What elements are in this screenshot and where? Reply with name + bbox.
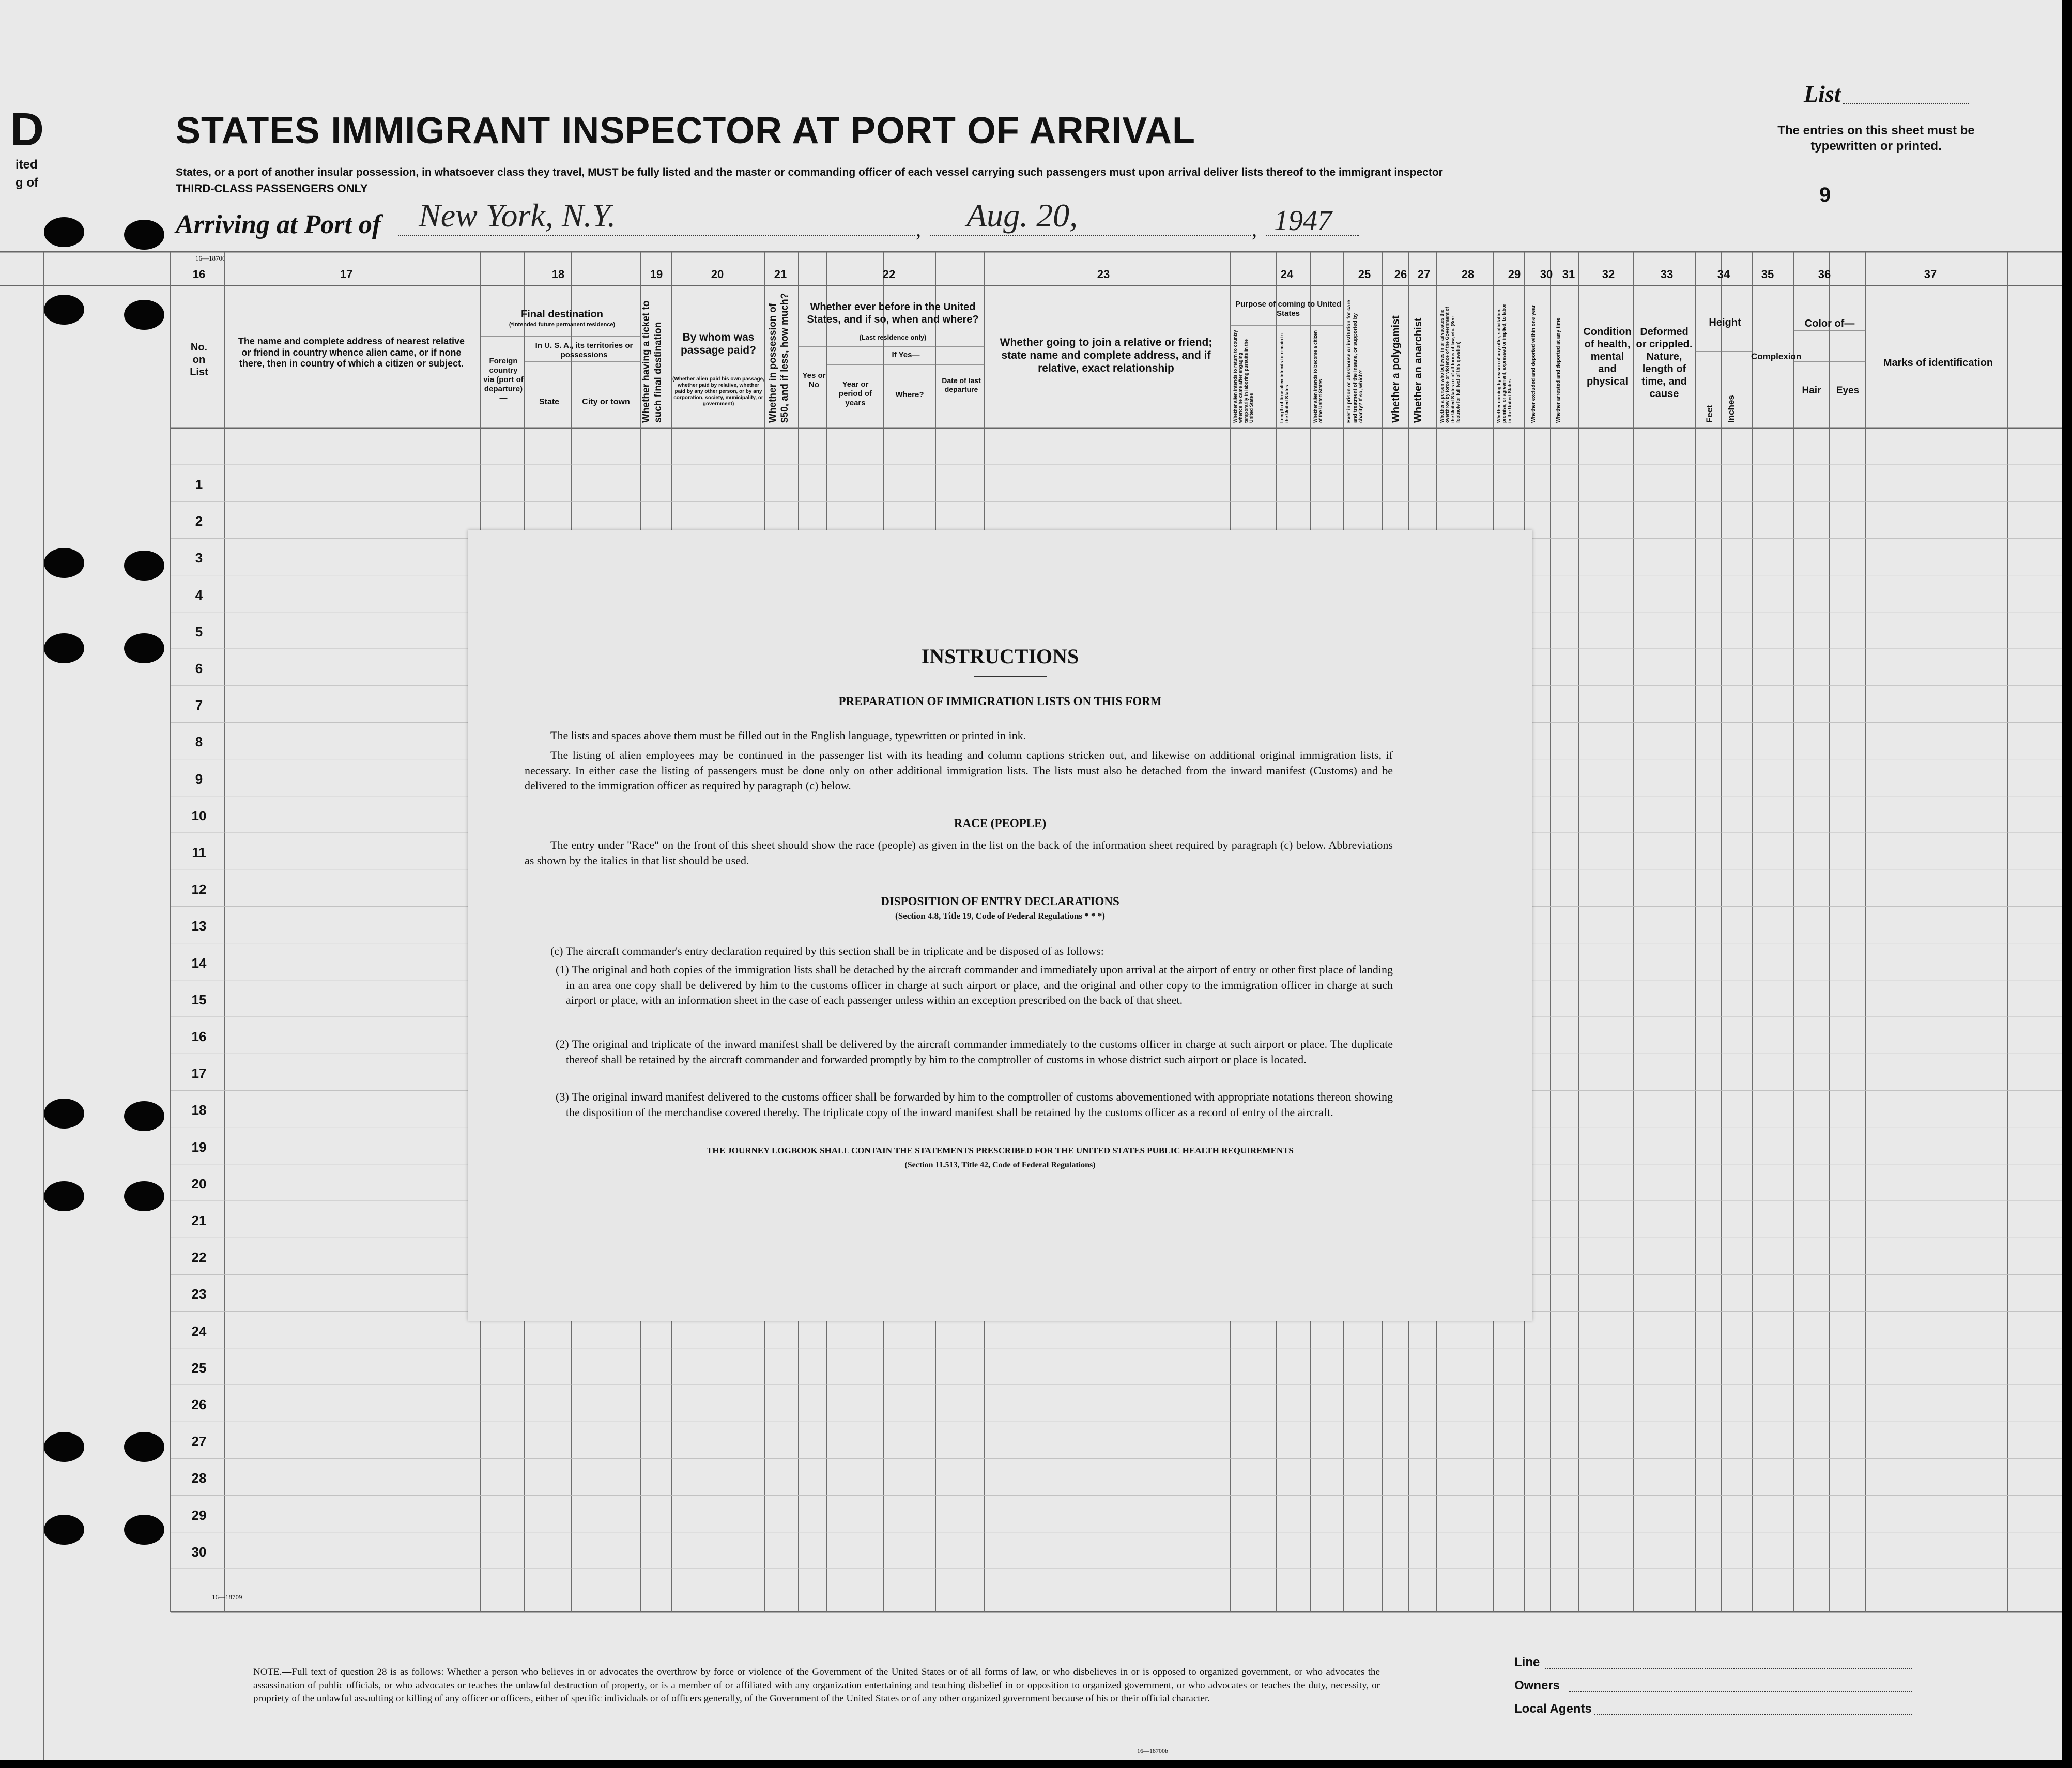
column-number: 21 (774, 268, 787, 281)
col22-year: Year or period of years (838, 380, 872, 407)
col36-eyes: Eyes (1836, 385, 1860, 396)
title-underline (974, 676, 1047, 677)
column-number: 19 (650, 268, 663, 281)
row-number: 20 (191, 1176, 207, 1192)
row-number: 15 (191, 992, 207, 1008)
column-number: 36 (1818, 268, 1831, 281)
instructions-para3: The entry under "Race" on the front of this sheet should show the race (people) as given in the list on the back of the information sheet required by paragraph (c) below. Abbreviations as shown by the italics in that list should be used. (525, 839, 1393, 867)
row-number: 24 (191, 1323, 207, 1339)
col22-date: Date of last departure (942, 376, 981, 393)
col24-return: Whether alien intends to return to country whence he came after engaging temporarily in laboring pursuits in the United States (1233, 330, 1254, 423)
row-number: 8 (195, 734, 203, 750)
closing-statement: THE JOURNEY LOGBOOK SHALL CONTAIN THE STATEMENTS PRESCRIBED FOR THE UNITED STATES PUBLIC HEALTH REQUIREMENTS (707, 1146, 1294, 1155)
instructions-para4: (c) The aircraft commander's entry declaration required by this section shall be in triplicate and be disposed of as follows: (550, 944, 1104, 957)
column-number: 32 (1602, 268, 1615, 281)
row-number: 26 (191, 1397, 207, 1412)
agents-label: Local Agents (1514, 1702, 1592, 1716)
col23-header: Whether going to join a relative or friend; state name and complete address, and if relative, exact relationship (1000, 337, 1212, 375)
agents-field[interactable] (1594, 1714, 1912, 1715)
column-number: 27 (1417, 268, 1431, 281)
row-number: 21 (191, 1213, 207, 1228)
column-number: 16 (192, 268, 206, 281)
col18-usa: In U. S. A., its territories or possessions (535, 341, 633, 359)
row-number: 28 (191, 1470, 207, 1486)
row-number: 3 (195, 550, 203, 566)
row-number: 22 (191, 1249, 207, 1266)
row-number: 5 (195, 623, 203, 639)
row-number: 10 (191, 807, 207, 824)
row-number: 23 (191, 1286, 207, 1302)
col20-title: By whom was passage paid? (681, 331, 756, 357)
col29-header: Whether coming by reason of any offer, solicitation, promise, or agreement, expressed or implied, to labor in the United States (1496, 303, 1512, 423)
instructions-para1: The lists and spaces above them must be filled out in the English language, typewritten or printed in ink. (550, 729, 1026, 742)
column-number: 28 (1461, 268, 1475, 281)
column-number: 17 (340, 268, 353, 281)
col17-header: The name and complete address of nearest relative or friend in country whence alien came, or if none there, then in country of which a citizen or subject. (238, 336, 465, 369)
col30-header: Whether excluded and deported within one year (1531, 305, 1537, 423)
column-number: 25 (1358, 268, 1371, 281)
col36-hair: Hair (1802, 385, 1821, 396)
row-number: 6 (195, 661, 203, 676)
col24-length: Length of time alien intends to remain in the United States (1279, 333, 1290, 423)
col18-subtitle: (*Intended future permanent residence) (509, 322, 616, 328)
col20-subtitle: (Whether alien paid his own passage, whether paid by relative, whether paid by any other person, or by any corporation, society, municipality, or government) (672, 376, 764, 407)
col31-header: Whether arrested and deported at any time (1556, 317, 1561, 423)
row-number: 9 (195, 771, 203, 787)
passenger-class: THIRD-CLASS PASSENGERS ONLY (176, 182, 368, 195)
row-number: 19 (191, 1139, 207, 1155)
instructions-item1: (1) The original and both copies of the immigration lists shall be detached by the aircraft commander and immediately upon arrival at the airport of entry or other first place of landing in an area one copy shall be delivered by him to the customs officer in charge at such airport or place, and the original and other copy to the immigration officer in charge at such airport or place, with an information sheet in the case of each passenger unless within an exception prescribed on the back of that sheet. (556, 963, 1393, 1007)
col27-header: Whether an anarchist (1413, 317, 1424, 423)
row-number: 25 (191, 1360, 207, 1376)
closing-statement-sub: (Section 11.513, Title 42, Code of Federal Regulations) (904, 1161, 1096, 1169)
section-preparation: PREPARATION OF IMMIGRATION LISTS ON THIS FORM (838, 695, 1162, 708)
column-number: 24 (1280, 268, 1294, 281)
line-label: Line (1514, 1655, 1540, 1669)
col18-state: State (539, 398, 560, 406)
instructions-para2: The listing of alien employees may be continued in the passenger list with its heading and column captions stricken out, and likewise on additional original immigration lists, if necessary. In either case the listing of passengers must be done only on other additional immigration lists. The lists must also be detached from the inward manifest (Customs) and be delivered to the immigration officer as required by paragraph (c) below. (525, 749, 1393, 792)
instructions-title: INSTRUCTIONS (921, 645, 1079, 668)
section-race: RACE (PEOPLE) (954, 817, 1047, 830)
owners-field[interactable] (1569, 1691, 1912, 1692)
row-number: 4 (195, 587, 203, 603)
column-number: 37 (1924, 268, 1937, 281)
footnote-code: 16—18700b (1137, 1747, 1168, 1755)
list-label: List (1804, 81, 1841, 107)
col18-title: Final destination (521, 309, 603, 320)
col32-header: Condition of health, mental and physical (1583, 326, 1632, 387)
col22-subtitle: (Last residence only) (859, 333, 927, 341)
sheet-number: 9 (1819, 184, 1831, 206)
col22-where: Where? (895, 390, 924, 399)
col22-ifyes: If Yes— (892, 350, 920, 359)
column-number: 30 (1540, 268, 1553, 281)
comma: , (916, 218, 921, 241)
col21-header: Whether in possession of $50, and if less, how much? (768, 293, 790, 423)
row-number: 30 (191, 1544, 207, 1560)
col25-header: Ever in prison or almshouse or institution for care and treatment of the insane, or supported by charity? If so, which? (1346, 300, 1364, 423)
row-number: 27 (191, 1434, 207, 1450)
column-number: 31 (1562, 268, 1575, 281)
column-number: 18 (551, 268, 565, 281)
left-fragment-text: ited (16, 158, 38, 172)
col18-city: City or town (582, 398, 630, 406)
col37-header: Marks of identification (1883, 357, 1993, 369)
year-value[interactable]: 1947 (1274, 205, 1332, 237)
col36-title: Color of— (1804, 318, 1855, 329)
instructions-item3: (3) The original inward manifest delivered to the customs officer shall be forwarded by him to the comptroller of customs abovementioned with appropriate notations thereon showing the disposition of the merchandise covered thereby. The triplicate copy of the inward manifest shall be retained by the customs officer as a record of entry of the aircraft. (556, 1090, 1393, 1119)
entries-note: The entries on this sheet must be typewritten or printed. (1777, 124, 1975, 153)
left-fragment-letter: D (10, 104, 44, 156)
col34-title: Height (1709, 317, 1741, 328)
row-number: 14 (191, 955, 207, 971)
column-number: 29 (1508, 268, 1521, 281)
col19-header: Whether having a ticket to such final destination (641, 300, 664, 423)
form-title: STATES IMMIGRANT INSPECTOR AT PORT OF ARRIVAL (176, 110, 1195, 151)
col22-title: Whether ever before in the United States, and if so, when and where? (807, 301, 979, 325)
instructions-item2: (2) The original and triplicate of the inward manifest shall be delivered by the aircraft commander immediately to the customs officer in charge at such airport or place. The duplicate thereof shall be retained by the aircraft commander and forwarded promptly by him to the comptroller of customs in whose district such airport or place is located. (556, 1038, 1393, 1066)
col26-header: Whether a polygamist (1390, 315, 1402, 423)
column-number: 35 (1761, 268, 1774, 281)
date-value[interactable]: Aug. 20, (966, 197, 1078, 234)
instructions-card (468, 530, 1532, 1321)
comma: , (1252, 218, 1257, 241)
section-disposition: DISPOSITION OF ENTRY DECLARATIONS (881, 895, 1119, 908)
col24-title: Purpose of coming to United States (1235, 300, 1341, 318)
column-number: 33 (1660, 268, 1674, 281)
section-disposition-sub: (Section 4.8, Title 19, Code of Federal Regulations * * *) (895, 911, 1105, 921)
row-number: 29 (191, 1507, 207, 1523)
left-fragment-text: g of (16, 176, 38, 190)
column-number: 22 (882, 268, 896, 281)
column-number: 20 (711, 268, 724, 281)
column-number: 23 (1097, 268, 1110, 281)
form-code: 16—18700 (195, 254, 226, 262)
row-number: 12 (191, 881, 207, 897)
row-number: 16 (191, 1029, 207, 1044)
line-field[interactable] (1545, 1668, 1912, 1669)
arriving-label: Arriving at Port of (176, 210, 381, 239)
row-number: 13 (191, 918, 207, 934)
row-number: 17 (191, 1065, 207, 1081)
col33-header: Deformed or crippled. Nature, length of time, and cause (1636, 326, 1693, 400)
col22-yesno: Yes or No (802, 371, 826, 389)
owners-label: Owners (1514, 1679, 1560, 1693)
row-number: 2 (195, 513, 203, 529)
footnote: NOTE.—Full text of question 28 is as follows: Whether a person who believes in or advocates the overthrow by force or violence of the Government of the United States or of all forms of law, or who disbelieves in or is opposed to organized government, or who advocates the assassination of public officials, or who advocates or teaches the unlawful destruction of property, or is a member of or affiliated with any organization entertaining and teaching disbelief in or opposition to organized government, or who advocates or teaches the duty, necessity, or propriety of the unlawful assaulting or killing of any officer or officers, either of specific individuals or of officers generally, of the Government of the United States or of any other organized government because of his or their official character. (253, 1667, 1380, 1704)
col28-header: Whether a person who believes in or advocates the overthrow by force or violence of the Government of the United States or of all forms of law, etc. (See footnote for full text of this question) (1439, 307, 1461, 423)
col34-inches: Inches (1726, 395, 1736, 423)
col35-header: Complexion (1751, 352, 1802, 361)
row-number: 11 (192, 845, 206, 860)
form-code: 16—18709 (212, 1593, 242, 1601)
col16-header: No. on List (190, 342, 208, 378)
column-number: 26 (1394, 268, 1407, 281)
row-number: 18 (191, 1102, 207, 1118)
col34-feet: Feet (1705, 405, 1714, 423)
form-subtitle: States, or a port of another insular possession, in whatsoever class they travel, MUST be fully listed and the master or commanding officer of each vessel carrying such passengers must upon arrival deliver lists thereof to the immigrant inspector (176, 166, 1443, 178)
col24-citizen: Whether alien intends to become a citizen of the United States (1313, 330, 1324, 423)
column-number: 34 (1717, 268, 1730, 281)
port-value[interactable]: New York, N.Y. (419, 197, 616, 234)
row-number: 7 (195, 697, 203, 713)
col18-foreign: Foreign country via (port of departure)— (483, 357, 524, 403)
row-number: 1 (195, 477, 203, 492)
